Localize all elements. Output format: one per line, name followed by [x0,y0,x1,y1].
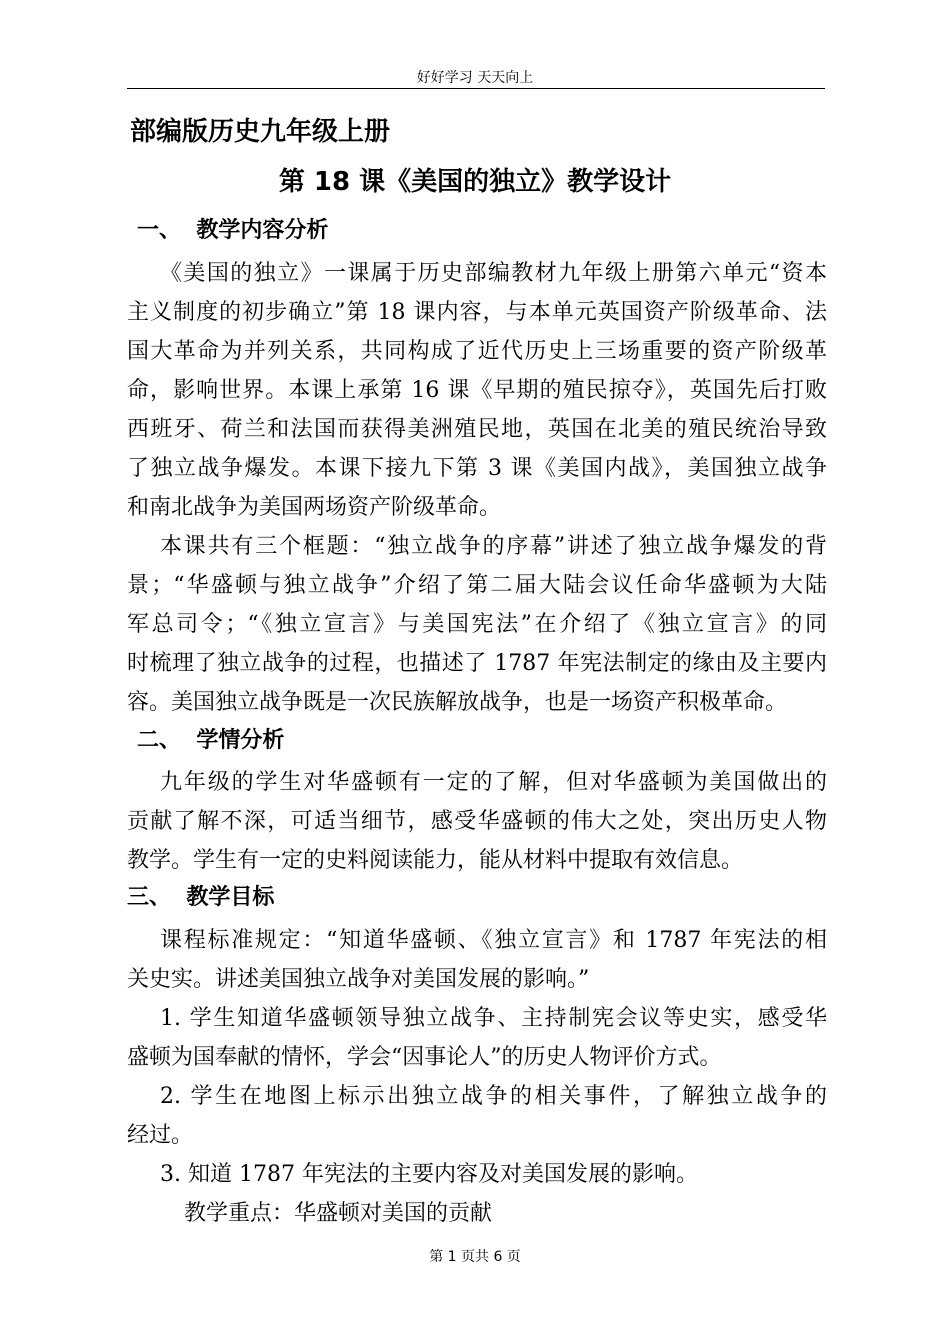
paragraph-line: 1. 学生知道华盛顿领导独立战争、主持制宪会议等史实，感受华 [160,1006,827,1031]
paragraph-line: 命，影响世界。本课上承第 16 课《早期的殖民掠夺》，英国先后打败 [127,378,827,403]
paragraph-line: 贡献了解不深，可适当细节，感受华盛顿的伟大之处，突出历史人物 [127,809,827,834]
paragraph-line: 景；“华盛顿与独立战争”介绍了第二届大陆会议任命华盛顿为大陆 [127,573,827,598]
paragraph-student-analysis [127,763,827,880]
paragraph-content-analysis-2 [127,527,827,722]
paragraph-line: 课程标准规定：“知道华盛顿、《独立宣言》和 1787 年宪法的相 [160,928,827,953]
paragraph-line: 2. 学生在地图上标示出独立战争的相关事件，了解独立战争的 [160,1084,827,1109]
paragraph-line: 盛顿为国奉献的情怀，学会“因事论人”的历史人物评价方式。 [127,1045,722,1070]
document-subtitle: 第 18 课《美国的独立》教学设计 [278,167,672,197]
paragraph-line: 本课共有三个框题：“独立战争的序幕”讲述了独立战争爆发的背 [160,534,827,559]
paragraph-curriculum-standard [127,921,827,999]
paragraph-line: 军总司令；“《独立宣言》与美国宪法”在介绍了《独立宣言》的同 [127,612,827,637]
paragraph-line: 国大革命为并列关系，共同构成了近代历史上三场重要的资产阶级革 [127,339,827,364]
paragraph-line: 主义制度的初步确立”第 18 课内容，与本单元英国资产阶级革命、法 [127,300,827,325]
paragraph-line: 容。美国独立战争既是一次民族解放战争，也是一场资产积极革命。 [127,690,788,715]
paragraph-line: 经过。 [127,1123,194,1148]
paragraph-line: 了独立战争爆发。本课下接九下第 3 课《美国内战》，美国独立战争 [127,456,827,481]
section-heading-student-analysis: 二、 学情分析 [137,728,285,753]
paragraph-line: 教学。学生有一定的史料阅读能力，能从材料中提取有效信息。 [127,848,744,873]
page-footer: 第 1 页共 6 页 [429,1249,521,1265]
paragraph-line: 关史实。讲述美国独立战争对美国发展的影响。” [127,967,590,992]
paragraph-line: 九年级的学生对华盛顿有一定的了解，但对华盛顿为美国做出的 [160,770,827,795]
paragraph-line: 和南北战争为美国两场资产阶级革命。 [127,495,502,520]
document-title: 部编版历史九年级上册 [130,117,391,147]
paragraph-line: 时梳理了独立战争的过程，也描述了 1787 年宪法制定的缘由及主要内 [127,651,827,676]
goal-item-1 [127,999,827,1077]
paragraph-line: 西班牙、荷兰和法国而获得美洲殖民地，英国在北美的殖民统治导致 [127,417,827,442]
header-divider [127,88,825,89]
page-header: 好好学习 天天向上 [416,70,534,86]
paragraph-content-analysis-1 [127,254,827,527]
goal-item-2 [127,1077,827,1155]
section-heading-content-analysis: 一、 教学内容分析 [137,218,329,243]
goal-item-3: 3. 知道 1787 年宪法的主要内容及对美国发展的影响。 [160,1162,698,1187]
section-heading-teaching-goals: 三、 教学目标 [127,885,275,910]
teaching-key-point: 教学重点：华盛顿对美国的贡献 [184,1201,493,1226]
paragraph-line: 《美国的独立》一课属于历史部编教材九年级上册第六单元“资本 [160,261,827,286]
